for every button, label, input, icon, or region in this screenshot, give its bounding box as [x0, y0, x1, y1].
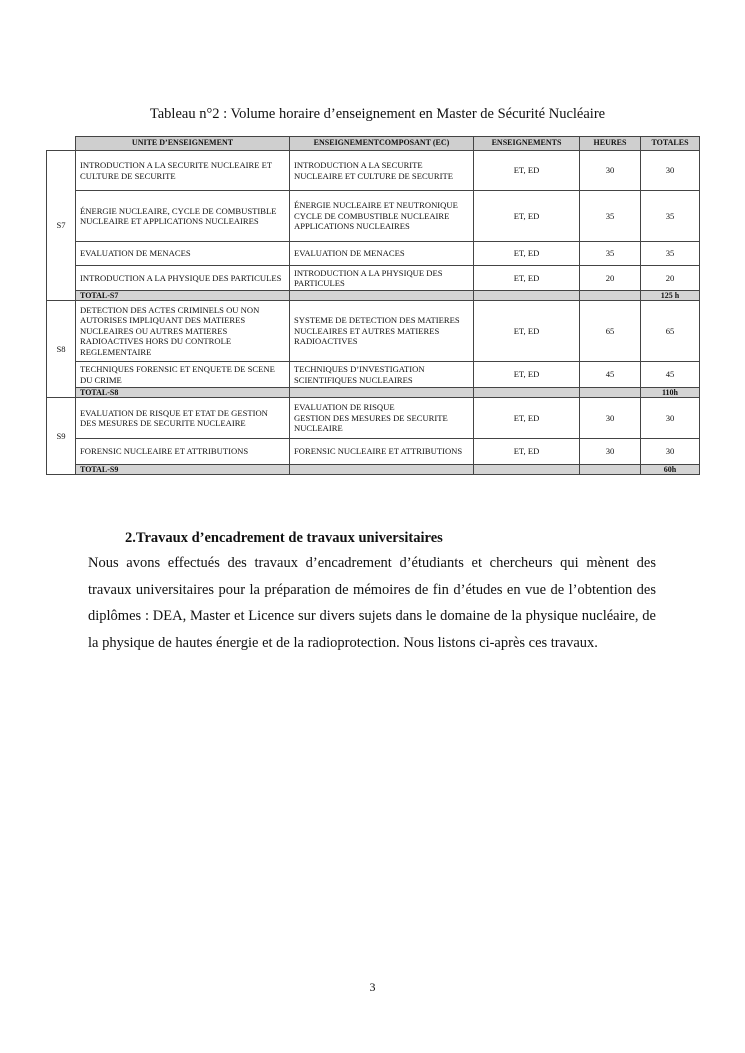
section-paragraph: Nous avons effectués des travaux d’encadrement d’étudiants et chercheurs qui mènent des travaux universitaires pour la préparation de mémoires de fin d’études en vue de l’obtention des diplômes : DEA, Master et Licence sur divers sujets dans le domaine de la physique nucléaire, de la physique de hautes énergie et de la radioprotection. Nous listons ci-après ces travaux. — [88, 555, 656, 651]
hours-cell: 20 — [580, 266, 641, 291]
page-number: 3 — [369, 980, 376, 994]
total-cell: 30 — [641, 439, 700, 465]
semester-label: S8 — [47, 301, 76, 398]
ue-cell: EVALUATION DE RISQUE ET ETAT DE GESTION DES MESURES DE SECURITE NUCLEAIRE — [76, 398, 290, 439]
type-cell: ET, ED — [474, 398, 580, 439]
type-cell: ET, ED — [474, 151, 580, 191]
table-header-row — [47, 137, 700, 151]
header-totals: TOTALES — [641, 137, 700, 151]
type-cell: ET, ED — [474, 362, 580, 388]
total-empty — [290, 388, 474, 398]
header-hours: HEURES — [580, 137, 641, 151]
total-label: TOTAL-S7 — [76, 291, 290, 301]
total-value: 60h — [641, 465, 700, 475]
table-caption: Tableau n°2 : Volume horaire d’enseignement en Master de Sécurité Nucléaire — [149, 106, 606, 122]
table-row — [47, 439, 700, 465]
ue-cell: EVALUATION DE MENACES — [76, 242, 290, 266]
total-empty — [580, 465, 641, 475]
total-cell: 35 — [641, 191, 700, 242]
hours-cell: 45 — [580, 362, 641, 388]
ec-cell: TECHNIQUES D’INVESTIGATION SCIENTIFIQUES NUCLEAIRES — [290, 362, 474, 388]
ec-cell: EVALUATION DE MENACES — [290, 242, 474, 266]
total-empty — [580, 388, 641, 398]
total-cell: 65 — [641, 301, 700, 362]
semester-label: S7 — [47, 151, 76, 301]
ec-cell: INTRODUCTION A LA SECURITE NUCLEAIRE ET CULTURE DE SECURITE — [290, 151, 474, 191]
header-ue: UNITE D’ENSEIGNEMENT — [76, 137, 290, 151]
ue-cell: DETECTION DES ACTES CRIMINELS OU NON AUTORISES IMPLIQUANT DES MATIERES NUCLEAIRES OU AUTRES MATIERES RADIOACTIVES HORS DU CONTROLE REGLEMENTAIRE — [76, 301, 290, 362]
semester-label: S9 — [47, 398, 76, 475]
table-row — [47, 151, 700, 191]
ec-cell: EVALUATION DE RISQUE GESTION DES MESURES DE SECURITE NUCLEAIRE — [290, 398, 474, 439]
total-value: 110h — [641, 388, 700, 398]
header-type: ENSEIGNEMENTS — [474, 137, 580, 151]
type-cell: ET, ED — [474, 266, 580, 291]
ue-cell: FORENSIC NUCLEAIRE ET ATTRIBUTIONS — [76, 439, 290, 465]
type-cell: ET, ED — [474, 242, 580, 266]
header-ec: ENSEIGNEMENTCOMPOSANT (EC) — [290, 137, 474, 151]
hours-cell: 30 — [580, 151, 641, 191]
table-row — [47, 398, 700, 439]
total-empty — [290, 291, 474, 301]
ec-cell: INTRODUCTION A LA PHYSIQUE DES PARTICULES — [290, 266, 474, 291]
ue-cell: ÉNERGIE NUCLEAIRE, CYCLE DE COMBUSTIBLE NUCLEAIRE ET APPLICATIONS NUCLEAIRES — [76, 191, 290, 242]
total-empty — [290, 465, 474, 475]
hours-cell: 35 — [580, 242, 641, 266]
ec-cell: FORENSIC NUCLEAIRE ET ATTRIBUTIONS — [290, 439, 474, 465]
type-cell: ET, ED — [474, 301, 580, 362]
table-row — [47, 191, 700, 242]
type-cell: ET, ED — [474, 191, 580, 242]
table-row — [47, 242, 700, 266]
total-value: 125 h — [641, 291, 700, 301]
ue-cell: INTRODUCTION A LA SECURITE NUCLEAIRE ET CULTURE DE SECURITE — [76, 151, 290, 191]
ec-cell: ÉNERGIE NUCLEAIRE ET NEUTRONIQUE CYCLE DE COMBUSTIBLE NUCLEAIRE APPLICATIONS NUCLEAIRES — [290, 191, 474, 242]
total-label: TOTAL-S9 — [76, 465, 290, 475]
total-label: TOTAL-S8 — [76, 388, 290, 398]
hours-cell: 65 — [580, 301, 641, 362]
total-cell: 45 — [641, 362, 700, 388]
table-row — [47, 266, 700, 291]
ue-cell: TECHNIQUES FORENSIC ET ENQUETE DE SCENE DU CRIME — [76, 362, 290, 388]
total-cell: 35 — [641, 242, 700, 266]
ec-cell: SYSTEME DE DETECTION DES MATIERES NUCLEAIRES ET AUTRES MATIERES RADIOACTIVES — [290, 301, 474, 362]
total-row — [47, 388, 700, 398]
type-cell: ET, ED — [474, 439, 580, 465]
section-heading: 2.Travaux d’encadrement de travaux universitaires — [125, 530, 443, 546]
table-row — [47, 301, 700, 362]
header-blank — [47, 137, 76, 151]
total-row — [47, 291, 700, 301]
hours-cell: 30 — [580, 439, 641, 465]
total-row — [47, 465, 700, 475]
ue-cell: INTRODUCTION A LA PHYSIQUE DES PARTICULES — [76, 266, 290, 291]
total-cell: 30 — [641, 151, 700, 191]
total-empty — [474, 388, 580, 398]
hours-cell: 30 — [580, 398, 641, 439]
hours-table — [46, 136, 700, 475]
total-cell: 20 — [641, 266, 700, 291]
total-empty — [474, 291, 580, 301]
total-empty — [474, 465, 580, 475]
hours-cell: 35 — [580, 191, 641, 242]
table-row — [47, 362, 700, 388]
total-empty — [580, 291, 641, 301]
total-cell: 30 — [641, 398, 700, 439]
